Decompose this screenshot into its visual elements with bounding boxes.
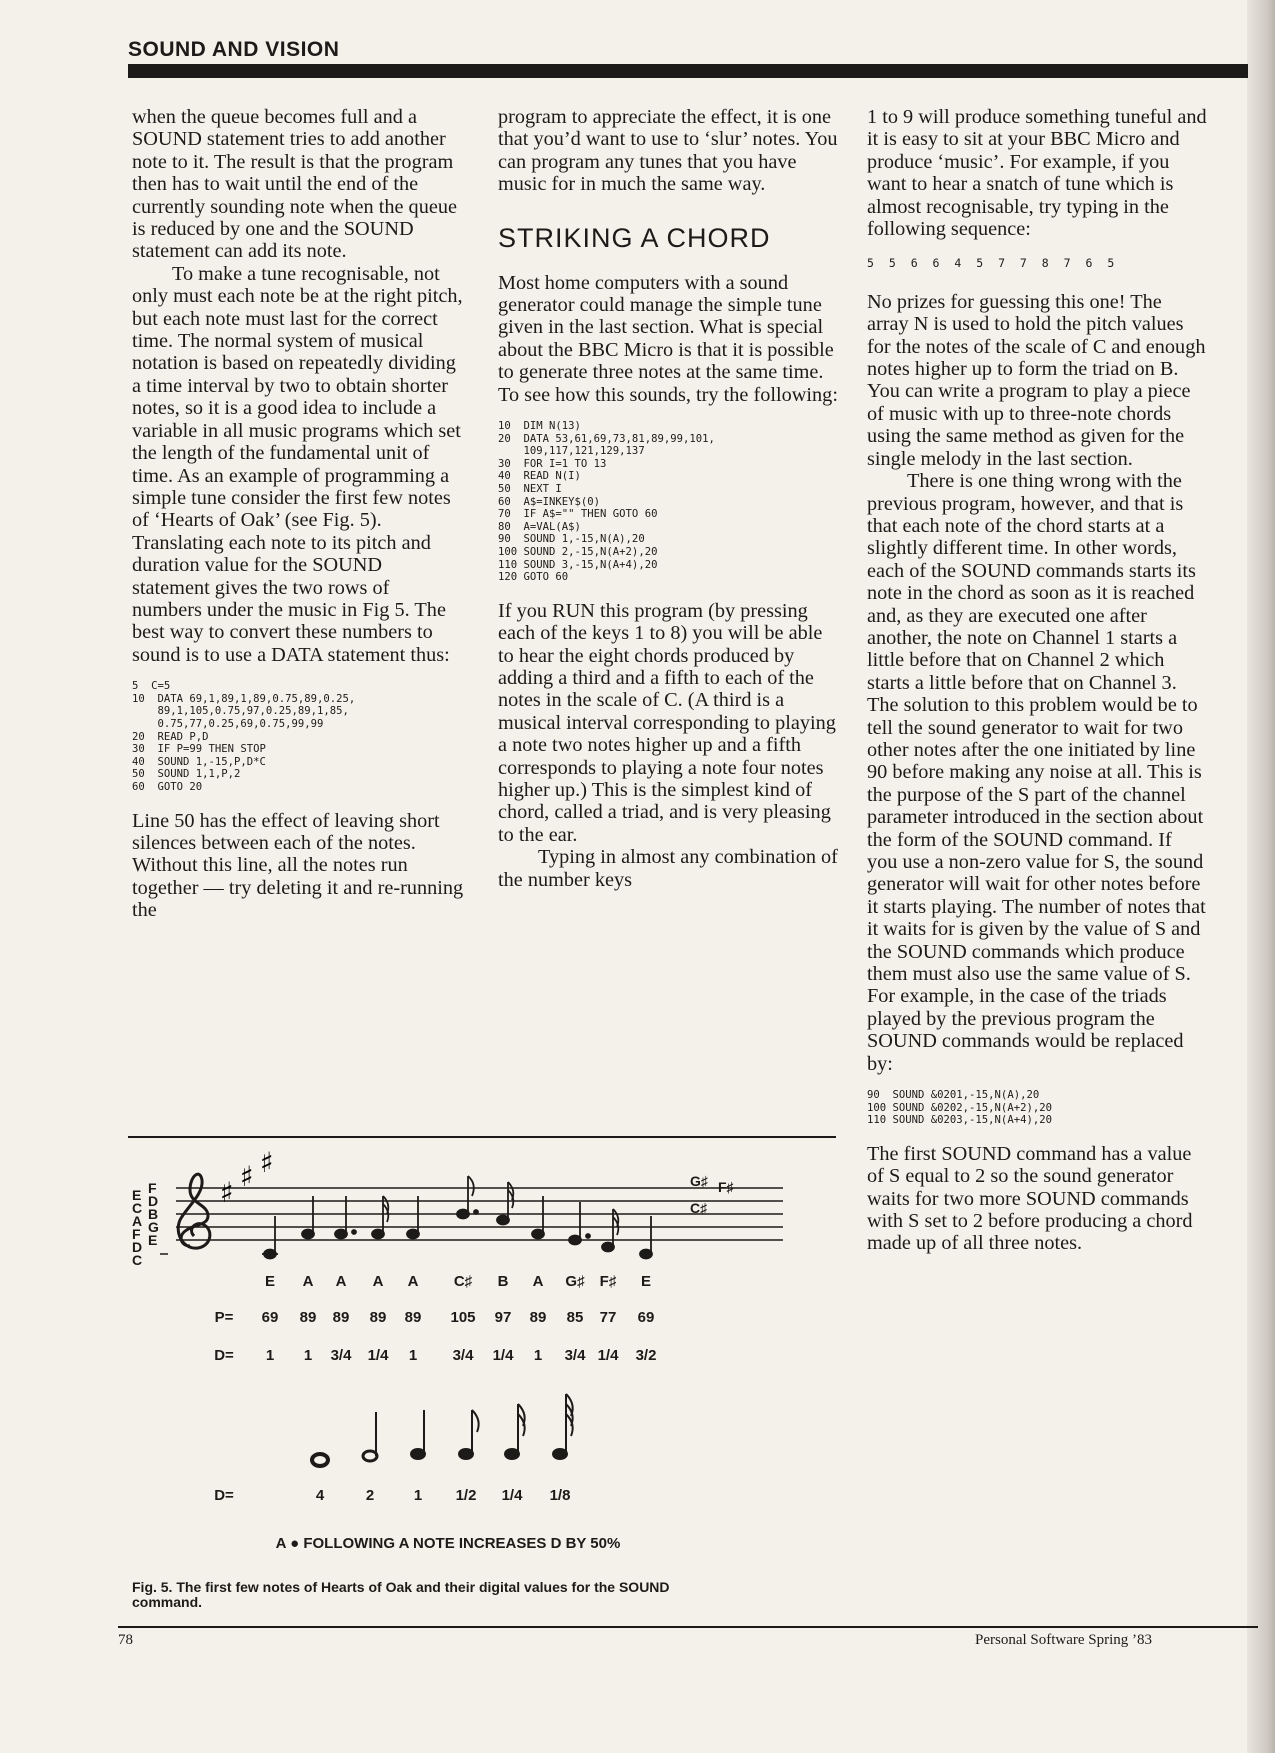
col2-paragraph-4: Typing in almost any combination of the number keys xyxy=(498,846,838,891)
p-value: 89 xyxy=(529,1309,547,1326)
space-letter-e: E xyxy=(132,1187,142,1203)
dot-note-rule: A ● FOLLOWING A NOTE INCREASES D BY 50% xyxy=(275,1535,621,1552)
note-name: A xyxy=(302,1273,314,1290)
duration-legend-notes xyxy=(312,1394,573,1466)
legend-value: 1/2 xyxy=(455,1487,477,1504)
eighth-note-icon xyxy=(459,1449,473,1459)
page-number: 78 xyxy=(118,1632,133,1648)
column-3 xyxy=(867,106,1207,1255)
p-value: 89 xyxy=(299,1309,317,1326)
sharp-f-icon: ♯ xyxy=(220,1176,234,1209)
note-name: B xyxy=(497,1273,509,1290)
footer-rule xyxy=(118,1626,1258,1628)
note-name: E xyxy=(264,1273,276,1290)
col3-paragraph-3: There is one thing wrong with the previous program, however, and that is that each note of the chord starts at a slightly different time. In other words, each of the SOUND commands starts its note in the chord as soon as it is reached and, as they are executed one after another, the note on Channel 1 starts a little before that on Channel 2 which starts a little before that on Channel 3. The solution to this problem would be to tell the sound generator to wait for two other notes after the one initiated by line 90 before making any noise at all. This is the purpose of the S part of the channel parameter introduced in the section about the form of the SOUND command. If you use a non-zero value for S, the sound generator will wait for other notes before it starts playing. The number of notes that it waits for is given by the value of S and the SOUND commands which produce them must also use the same value of S. For example, in the case of the triads played by the previous program the SOUND commands would be replaced by: xyxy=(867,470,1206,1075)
p-row-label: P= xyxy=(214,1309,234,1326)
publication-title: Personal Software Spring ’83 xyxy=(975,1632,1153,1648)
d-value: 1 xyxy=(265,1347,275,1364)
hearts-of-oak-figure xyxy=(128,1150,838,1575)
col1-paragraph-2: To make a tune recognisable, not only must each note be at the right pitch, but each note must last for the correct time. The normal system of musical notation is based on repeatedly dividing a time interval by two to obtain shorter notes, so it is a good idea to include a variable in all music programs which set the length of the fundamental unit of time. As an example of programming a simple tune consider the first few notes of ‘Hearts of Oak’ (see Fig. 5). Translating each note to its pitch and duration value for the SOUND statement gives the two rows of numbers under the music in Fig 5. The best way to convert these numbers to sound is to use a DATA statement thus: xyxy=(132,262,463,666)
note-name: A xyxy=(335,1273,347,1290)
col1-paragraph-3: Line 50 has the effect of leaving short silences between each of the notes. Without this line, all the notes run together — try deleting it and re-running the xyxy=(132,809,464,922)
p-value: 105 xyxy=(450,1309,476,1326)
page-edge-shadow xyxy=(1247,0,1275,1753)
col2-paragraph-1: program to appreciate the effect, it is one that you’d want to use to ‘slur’ notes. You can program any tunes that you have music for in much the same way. xyxy=(498,106,838,196)
space-letter-c: C xyxy=(132,1200,143,1216)
col3-paragraph-2: No prizes for guessing this one! The array N is used to hold the pitch values for the notes of the scale of C and enough notes higher up to form the triad on B. You can write a program to play a piece of music with up to three-note chords using the same method as given for the single melody in the last section. xyxy=(867,290,1206,470)
p-value: 77 xyxy=(599,1309,617,1326)
note-name: A xyxy=(372,1273,384,1290)
column-2 xyxy=(498,106,840,891)
d-value: 3/2 xyxy=(635,1347,657,1364)
d-value: 3/4 xyxy=(330,1347,352,1364)
d-value: 1/4 xyxy=(367,1347,389,1364)
legend-d-label: D= xyxy=(214,1487,234,1504)
p-value: 85 xyxy=(566,1309,584,1326)
p-value: 89 xyxy=(332,1309,350,1326)
note-name: G♯ xyxy=(565,1273,585,1290)
d-value: 1 xyxy=(303,1347,313,1364)
legend-value: 4 xyxy=(315,1487,325,1504)
col1-code-listing: 5 C=5 10 DATA 69,1,89,1,89,0.75,89,0.25, 89,1,105,0.75,97,0.25,89,1,85, 0.75,77,0.25,69,0.75,99,99 20 READ P,D 30 IF P=99 THEN STOP 40 SOUND 1,-15,P,D*C 50 SOUND 1,1,P,2 60 GOTO 20 xyxy=(132,680,356,793)
right-sharp-f: F♯ xyxy=(718,1179,734,1195)
p-value: 69 xyxy=(261,1309,279,1326)
d-row-label: D= xyxy=(214,1347,234,1364)
sharp-g-icon: ♯ xyxy=(260,1150,274,1179)
column-1 xyxy=(132,106,464,922)
space-letter-a: A xyxy=(132,1213,143,1229)
staff-letter-b: B xyxy=(148,1206,159,1222)
half-note-icon xyxy=(363,1451,377,1461)
key-sequence: 5 5 6 6 4 5 7 7 8 7 6 5 xyxy=(867,256,1119,271)
p-value: 89 xyxy=(404,1309,422,1326)
note-name: E xyxy=(640,1273,652,1290)
col3-paragraph-4: The first SOUND command has a value of S equal to 2 so the sound generator waits for two more SOUND commands with S set to 2 before producing a chord made up of all three notes. xyxy=(867,1142,1193,1255)
p-value: 89 xyxy=(369,1309,387,1326)
quarter-note-icon xyxy=(411,1449,425,1459)
col2-paragraph-2: Most home computers with a sound generator could manage the simple tune given in the last section. What is special about the BBC Micro is that it is possible to generate three notes at the same time. To see how this sounds, try the following: xyxy=(498,271,838,406)
figure-caption: Fig. 5. The first few notes of Hearts of Oak and their digital values for the SOUND command. xyxy=(132,1579,670,1610)
right-sharp-c: C♯ xyxy=(690,1200,708,1216)
low-c-letter: C xyxy=(132,1252,143,1268)
col3-paragraph-1: 1 to 9 will produce something tuneful and it is easy to sit at your BBC Micro and produce ‘music’. For example, if you want to hear a snatch of tune which is almost recognisable, try typing in the following sequence: xyxy=(867,106,1207,241)
space-letter-f: F xyxy=(132,1226,141,1242)
header-rule xyxy=(128,64,1248,78)
staff-letter-g: G xyxy=(148,1219,159,1235)
treble-clef-icon xyxy=(178,1174,210,1248)
legend-value: 1/4 xyxy=(501,1487,523,1504)
staff-letter-d: D xyxy=(148,1193,159,1209)
legend-value: 1/8 xyxy=(549,1487,571,1504)
space-letter-d: D xyxy=(132,1239,143,1255)
sharp-c-icon: ♯ xyxy=(240,1160,254,1193)
col2-code-listing: 10 DIM N(13) 20 DATA 53,61,69,73,81,89,99,101, 109,117,121,129,137 30 FOR I=1 TO 13 40 READ N(I) 50 NEXT I 60 A$=INKEY$(0) 70 IF A$="" THEN GOTO 60 80 A=VAL(A$) 90 SOUND 1,-15,N(A),20 100 SOUND 2,-15,N(A+2),20 110 SOUND 3,-15,N(A+4),20 120 GOTO 60 xyxy=(498,420,715,584)
d-value: 1/4 xyxy=(492,1347,514,1364)
d-value: 1/4 xyxy=(597,1347,619,1364)
legend-value: 2 xyxy=(365,1487,375,1504)
col1-paragraph-1: when the queue becomes full and a SOUND statement tries to add another note to it. The result is that the program then has to wait until the end of the currently sounding note when the queue is reduced by one and the SOUND statement can add its note. xyxy=(132,106,457,263)
whole-note-icon xyxy=(312,1454,328,1466)
note-name: C♯ xyxy=(453,1273,473,1290)
d-value: 3/4 xyxy=(452,1347,474,1364)
p-value: 97 xyxy=(494,1309,512,1326)
thirty-second-note-icon xyxy=(553,1449,567,1459)
staff-letter-f: F xyxy=(148,1180,157,1196)
note-name: F♯ xyxy=(599,1273,617,1290)
staff-letter-e: E xyxy=(148,1232,158,1248)
note-name: A xyxy=(407,1273,419,1290)
section-header: SOUND AND VISION xyxy=(128,38,340,61)
d-value: 1 xyxy=(408,1347,418,1364)
note-name: A xyxy=(532,1273,544,1290)
sixteenth-note-icon xyxy=(505,1449,519,1459)
d-value: 1 xyxy=(533,1347,543,1364)
col2-paragraph-3: If you RUN this program (by pressing each of the keys 1 to 8) you will be able to hear the eight chords produced by adding a third and a fifth to each of the notes in the scale of C. (A third is a musical interval corresponding to playing a note two notes higher up and a fifth corresponds to playing a note four notes higher up.) This is the simplest kind of chord, called a triad, and is very pleasing to the ear. xyxy=(498,599,836,846)
p-value: 69 xyxy=(637,1309,655,1326)
d-value: 3/4 xyxy=(564,1347,586,1364)
right-sharp-g: G♯ xyxy=(690,1173,708,1189)
legend-value: 1 xyxy=(413,1487,423,1504)
col3-code-listing: 90 SOUND &0201,-15,N(A),20 100 SOUND &0202,-15,N(A+2),20 110 SOUND &0203,-15,N(A+4),20 xyxy=(867,1089,1052,1127)
figure-top-rule xyxy=(128,1136,836,1138)
section-heading: STRIKING A CHORD xyxy=(498,222,771,253)
